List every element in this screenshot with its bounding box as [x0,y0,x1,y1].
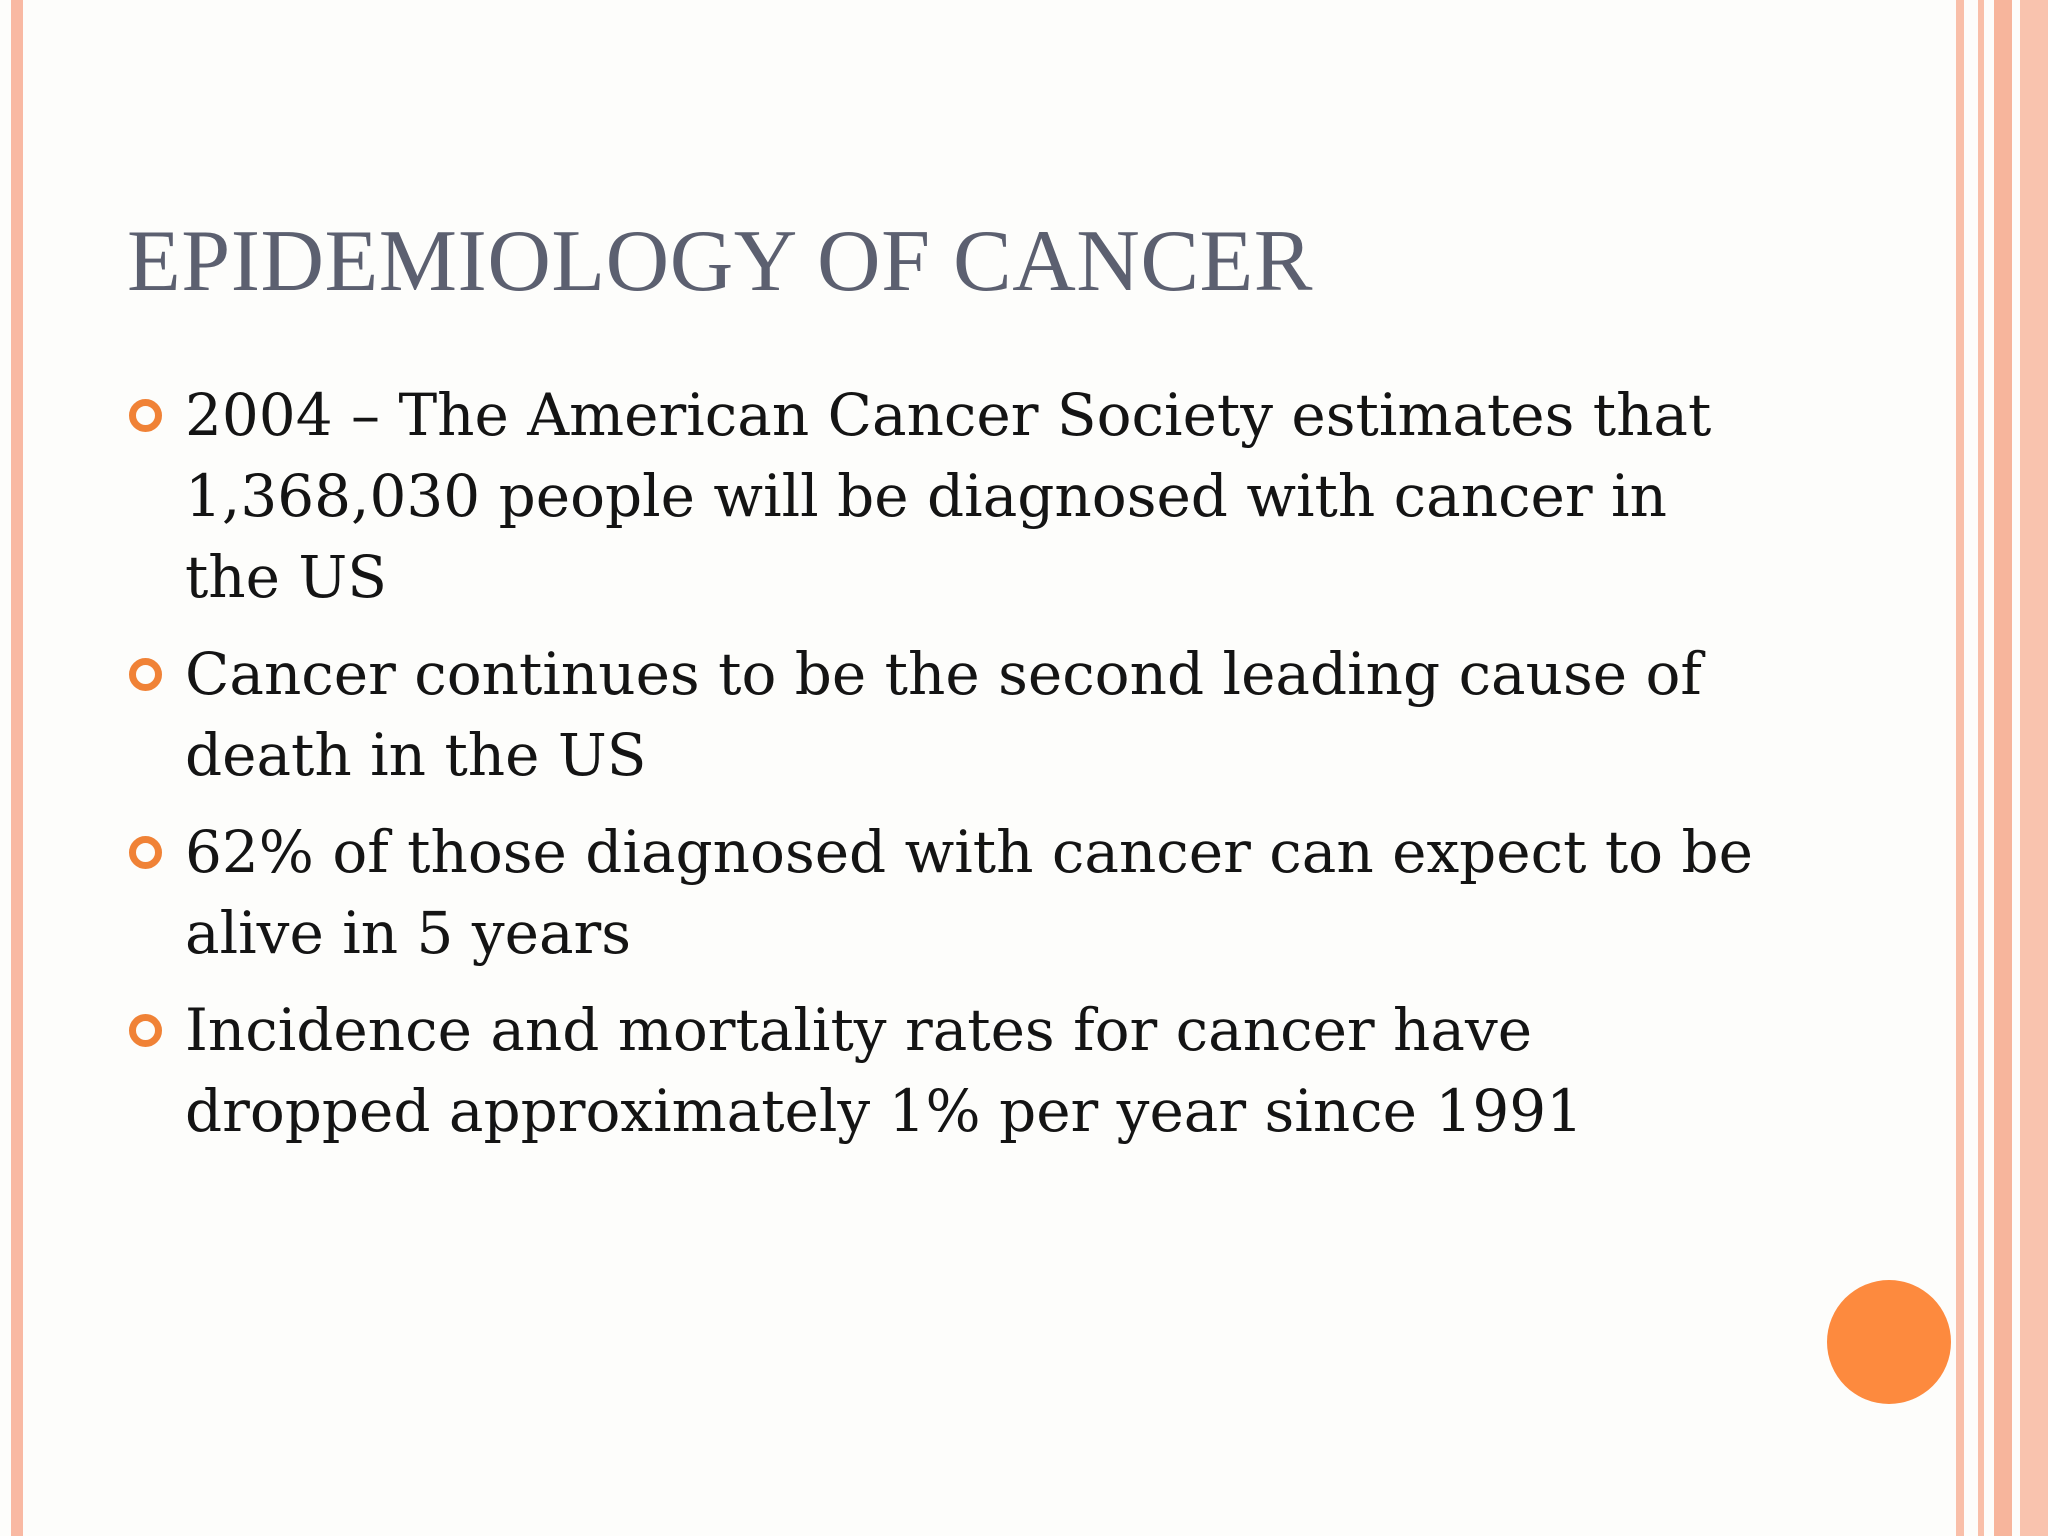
bullet-item [127,990,1767,1152]
bullet-text: Incidence and mortality rates for cancer have dropped approximately 1% per year since 1991 [185,996,1584,1145]
ring-bullet-icon [129,399,162,432]
bullet-text: 62% of those diagnosed with cancer can expect to be alive in 5 years [185,818,1753,967]
bullet-text: 2004 – The American Cancer Society estimates that 1,368,030 people will be diagnosed with cancer in the US [185,381,1712,611]
ring-bullet-icon [129,836,162,869]
bullet-text: Cancer continues to be the second leading cause of death in the US [185,640,1702,789]
right-border-stripe [1978,0,1984,1536]
bullet-item [127,375,1767,618]
bullet-item [127,812,1767,974]
bullet-item [127,634,1767,796]
decorative-circle [1827,1280,1951,1404]
ring-bullet-icon [129,658,162,691]
right-border-stripe [2020,0,2048,1536]
right-border-stripe [1956,0,1964,1536]
bullet-list [127,375,1767,1168]
right-border-stripe [1994,0,2012,1536]
ring-bullet-icon [129,1014,162,1047]
slide-title: EPIDEMIOLOGY OF CANCER [127,213,1313,310]
left-border-stripe [11,0,23,1536]
